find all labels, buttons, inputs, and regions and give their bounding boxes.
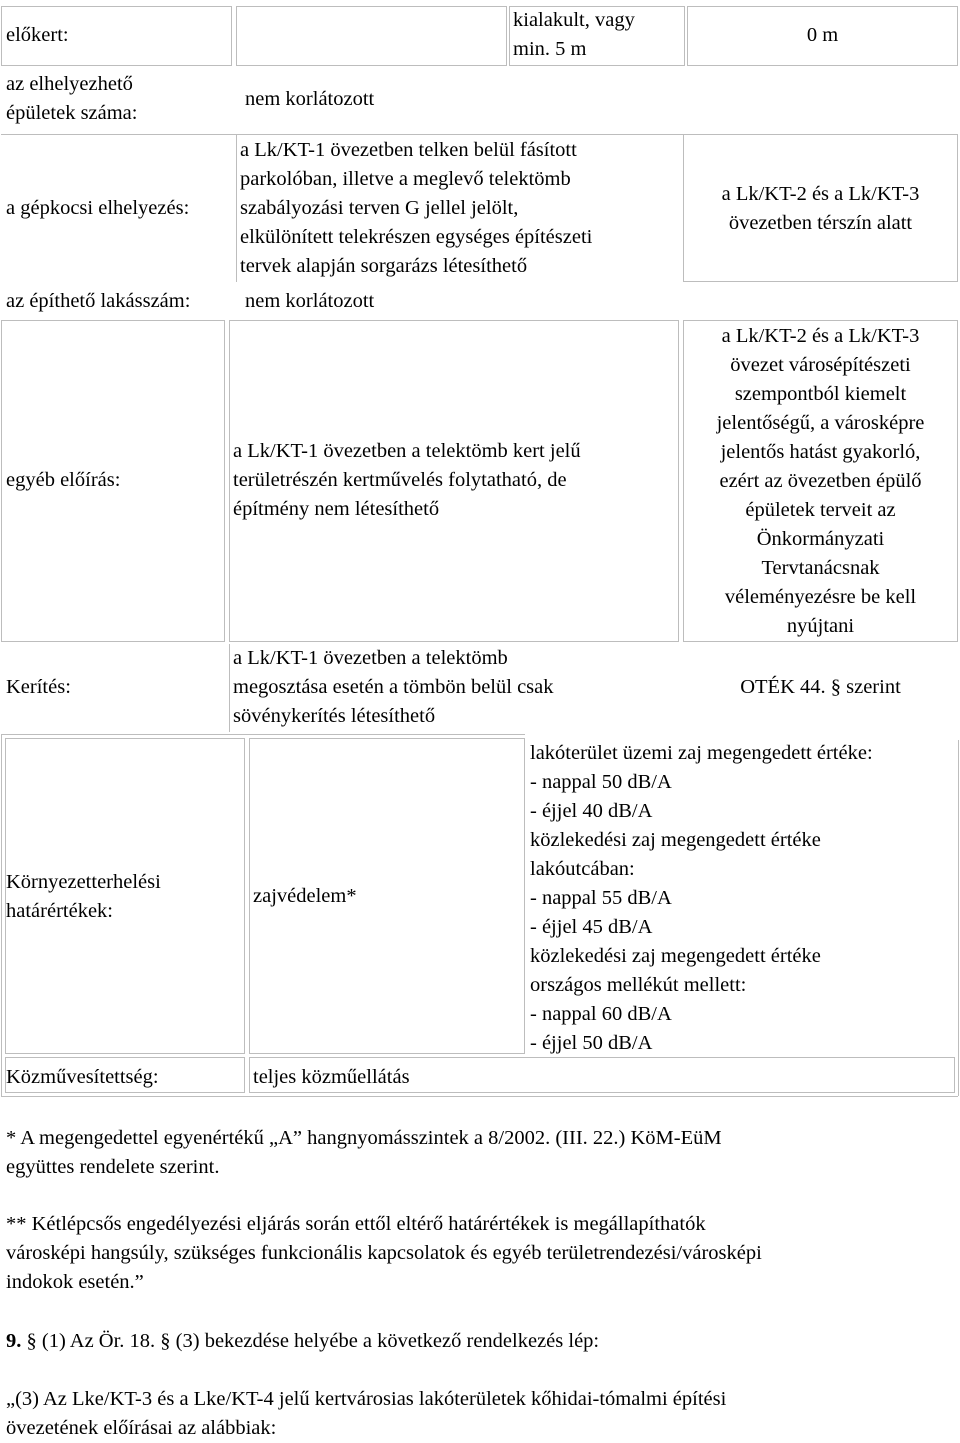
text-line: a Lk/KT-2 és a Lk/KT-3: [721, 325, 920, 347]
text-line: együttes rendelete szerint.: [6, 1156, 220, 1178]
section-text: § (1) Az Ör. 18. § (3) bekezdése helyébe a következő rendelkezés lép:: [21, 1330, 600, 1352]
text-line: megosztása esetén a tömbön belül csak: [233, 676, 554, 698]
text-line: kialakult, vagy: [513, 9, 635, 31]
text-line: ezért az övezetben épülő: [719, 470, 922, 492]
label-epuletek-szama: [6, 70, 137, 128]
value3-gepkocsi: [683, 180, 958, 238]
text-line: - nappal 50 dB/A: [530, 771, 672, 793]
text-line: min. 5 m: [513, 38, 587, 60]
text-line: közlekedési zaj megengedett értéke: [530, 945, 821, 967]
column-divider: [229, 644, 230, 732]
text-line: elkülönített telekrészen egységes építészeti: [240, 226, 593, 248]
value-epuletek-szama: nem korlátozott: [245, 88, 375, 110]
section-heading: [6, 1327, 956, 1356]
text-line: övezetének előírásai az alábbiak:: [6, 1417, 277, 1439]
text-line: a Lk/KT-2 és a Lk/KT-3: [721, 183, 920, 205]
value-lakasszam: nem korlátozott: [245, 290, 375, 312]
table-left-border: [1, 734, 2, 1096]
value-kerites: [233, 644, 554, 731]
text-line: városképi hangsúly, szükséges funkcionális kapcsolatok és egyéb területrendezési/városképi: [6, 1242, 762, 1264]
text-line: lakóterület üzemi zaj megengedett értéke:: [530, 742, 873, 764]
footnote-2: [6, 1210, 956, 1297]
label-kozmuvesitettseg: Közművesítettség:: [6, 1066, 159, 1088]
footnote-1: [6, 1124, 956, 1182]
cell-elokert-empty: [236, 6, 507, 66]
text-line: épületek száma:: [6, 102, 138, 124]
section-quote: [6, 1385, 956, 1443]
text-line: * A megengedettel egyenértékű „A” hangnyomásszintek a 8/2002. (III. 22.) KöM-EüM: [6, 1127, 722, 1149]
text-line: parkolóban, illetve a meglevő telektömb: [240, 168, 571, 190]
text-line: indokok esetén.”: [6, 1271, 144, 1293]
text-line: területrészén kertművelés folytatható, de: [233, 469, 567, 491]
label-elokert: előkert:: [6, 24, 69, 46]
text-line: - éjjel 40 dB/A: [530, 800, 653, 822]
text-line: Tervtanácsnak: [761, 557, 880, 579]
section-number: 9.: [6, 1330, 22, 1352]
text-line: épületek terveit az: [745, 499, 896, 521]
text-line: közlekedési zaj megengedett értéke: [530, 829, 821, 851]
value-kozmuellatas: teljes közműellátás: [253, 1066, 410, 1088]
label-lakasszam: az építhető lakásszám:: [6, 290, 191, 312]
text-line: ** Kétlépcsős engedélyezési eljárás során ettől eltérő határértékek is megállapíthatók: [6, 1213, 706, 1235]
text-line: övezetben térszín alatt: [728, 212, 913, 234]
table-bottom-border: [1, 1096, 958, 1097]
text-line: Környezetterhelési: [6, 871, 161, 893]
value-zaj-limits: [530, 739, 873, 1058]
text-line: lakóutcában:: [530, 858, 635, 880]
text-line: tervek alapján sorgarázs létesíthető: [240, 255, 528, 277]
table-right-border: [958, 740, 959, 1096]
value3-elokert: 0 m: [806, 24, 839, 46]
value3-egyeb: [683, 322, 958, 641]
label-kornyezet: [6, 868, 161, 926]
middle-zajvedelem: zajvédelem*: [253, 885, 357, 907]
text-line: övezet városépítészeti: [730, 354, 911, 376]
text-line: - nappal 55 dB/A: [530, 887, 672, 909]
column-divider: [236, 134, 237, 282]
label-gepkocsi: a gépkocsi elhelyezés:: [6, 197, 190, 219]
label-kerites: Kerítés:: [6, 676, 71, 698]
label-egyeb: egyéb előírás:: [6, 469, 121, 491]
text-line: a Lk/KT-1 övezetben a telektömb kert jelű: [233, 440, 581, 462]
text-line: építmény nem létesíthető: [233, 498, 440, 520]
text-line: véleményezésre be kell: [724, 586, 917, 608]
text-line: szabályozási terven G jellel jelölt,: [240, 197, 519, 219]
text-line: jelentős hatást gyakorló,: [720, 441, 921, 463]
text-line: szempontból kiemelt: [734, 383, 907, 405]
text-line: a Lk/KT-1 övezetben a telektömb: [233, 647, 508, 669]
text-line: határértékek:: [6, 900, 113, 922]
text-line: nyújtani: [786, 615, 855, 637]
text-line: az elhelyezhető: [6, 73, 133, 95]
value-elokert: [513, 6, 635, 64]
value3-kerites: OTÉK 44. § szerint: [740, 676, 901, 698]
text-line: a Lk/KT-1 övezetben telken belül fásított: [240, 139, 577, 161]
text-line: „(3) Az Lke/KT-3 és a Lke/KT-4 jelű kertvárosias lakóterületek kőhidai-tómalmi építési: [6, 1388, 727, 1410]
value-egyeb: [233, 437, 581, 524]
value-gepkocsi: [240, 136, 592, 281]
text-line: - éjjel 50 dB/A: [530, 1032, 653, 1054]
table-top-border: [1, 734, 525, 735]
text-line: - nappal 60 dB/A: [530, 1003, 672, 1025]
text-line: országos mellékút mellett:: [530, 974, 747, 996]
text-line: sövénykerítés létesíthető: [233, 705, 436, 727]
text-line: - éjjel 45 dB/A: [530, 916, 653, 938]
text-line: Önkormányzati: [756, 528, 885, 550]
text-line: jelentőségű, a városképre: [716, 412, 925, 434]
